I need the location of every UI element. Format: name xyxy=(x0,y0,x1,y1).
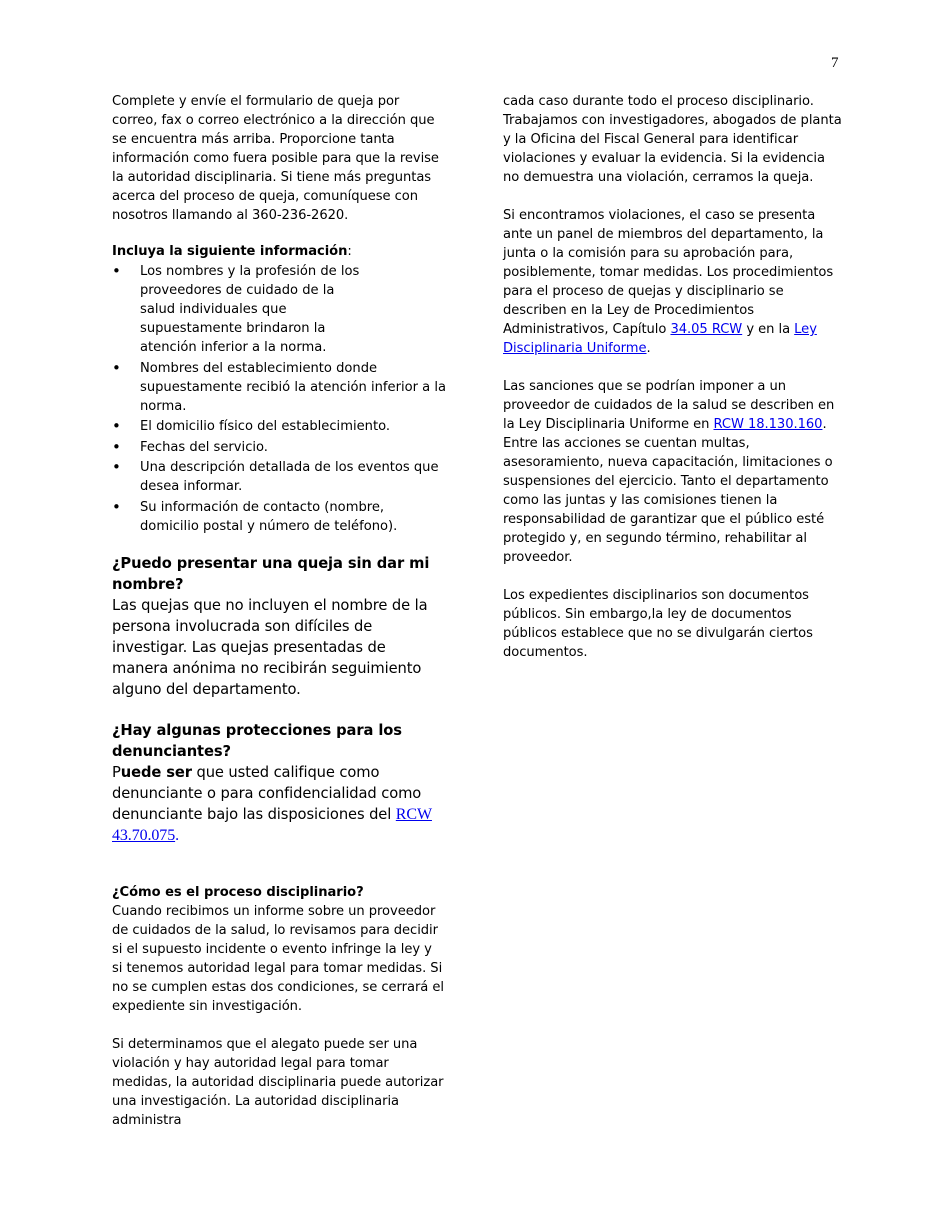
list-item: • Nombres del establecimiento donde supuestamente recibió la atención inferior a la norma. xyxy=(112,359,446,416)
right-column xyxy=(503,92,843,662)
include-heading: Incluya la siguiente información: xyxy=(112,244,352,259)
intro-paragraph: Complete y envíe el formulario de queja por correo, fax o correo electrónico a la dirección que se encuentra más arriba. Proporcione tanta información como fuera posible para que la revise la autoridad disciplinaria. Si tiene más preguntas acerca del proceso de queja, comuníquese con nosotros llamando al 360-236-2620. xyxy=(112,94,439,223)
sanctions-paragraph: Las sanciones que se podrían imponer a un proveedor de cuidados de la salud se describen en la Ley Disciplinaria Uniforme en RCW 18.130.160. Entre las acciones se cuentan multas, asesoramiento, nueva capacitación, limitaciones o suspensiones del ejercicio. Tanto el departamento como las juntas y las comisiones tienen la responsabilidad de garantizar que el público esté protegido y, en segundo término, rehabilitar al proveedor. xyxy=(503,379,835,565)
protections-heading: ¿Hay algunas protecciones para los denunciantes? xyxy=(112,721,402,760)
case-paragraph: cada caso durante todo el proceso disciplinario. Trabajamos con investigadores, abogados de planta y la Oficina del Fiscal General para identificar violaciones y evaluar la evidencia. Si la evidencia no demuestra una violación, cerramos la queja. xyxy=(503,94,842,185)
list-item: • Su información de contacto (nombre, domicilio postal y número de teléfono). xyxy=(112,498,446,536)
process-paragraph-2: Si determinamos que el alegato puede ser una violación y hay autoridad legal para tomar medidas, la autoridad disciplinaria puede autorizar una investigación. La autoridad disciplinaria administra xyxy=(112,1036,444,1128)
rcw-18-130-160-link[interactable]: RCW 18.130.160 xyxy=(713,417,823,432)
anonymous-paragraph: Las quejas que no incluyen el nombre de la persona involucrada son difíciles de investigar. Las quejas presentadas de manera anónima no recibirán seguimiento alguno del departamento. xyxy=(112,596,428,698)
uniform-disciplinary-act-link[interactable]: Ley Disciplinaria Uniforme xyxy=(503,322,817,356)
rcw-34-05-link[interactable]: 34.05 RCW xyxy=(670,322,743,337)
list-item: • Fechas del servicio. xyxy=(112,438,446,457)
page-number: 7 xyxy=(831,55,839,71)
protections-paragraph: Puede ser que usted califique como denunciante o para confidencialidad como denunciante bajo las disposiciones del RCW 43.70.075. xyxy=(112,763,432,844)
process-paragraph-1: Cuando recibimos un informe sobre un proveedor de cuidados de la salud, lo revisamos para decidir si el supuesto incidente o evento infringe la ley y si tenemos autoridad legal para tomar medidas. Si no se cumplen estas dos condiciones, se cerrará el expediente sin investigación. xyxy=(112,903,444,1014)
include-list xyxy=(112,262,446,536)
list-item: • Una descripción detallada de los eventos que desea informar. xyxy=(112,458,446,496)
violations-paragraph: Si encontramos violaciones, el caso se presenta ante un panel de miembros del departamento, la junta o la comisión para su aprobación para, posiblemente, tomar medidas. Los procedimientos para el proceso de quejas y disciplinario se describen en la Ley de Procedimientos Administrativos, Capítulo 34.05 RCW y en la Ley Disciplinaria Uniforme. xyxy=(503,208,834,356)
rcw-43-70-075-link[interactable]: RCW 43.70.075 xyxy=(112,805,432,844)
process-heading: ¿Cómo es el proceso disciplinario? xyxy=(112,884,364,900)
records-paragraph: Los expedientes disciplinarios son documentos públicos. Sin embargo,la ley de documentos públicos establece que no se divulgarán ciertos documentos. xyxy=(503,588,813,660)
left-column xyxy=(112,92,446,1130)
list-item: • El domicilio físico del establecimiento. xyxy=(112,417,446,436)
list-item: • Los nombres y la profesión de los proveedores de cuidado de la salud individuales que supuestamente brindaron la atención inferior a la norma. xyxy=(112,262,446,357)
anonymous-heading: ¿Puedo presentar una queja sin dar mi nombre? xyxy=(112,554,430,593)
